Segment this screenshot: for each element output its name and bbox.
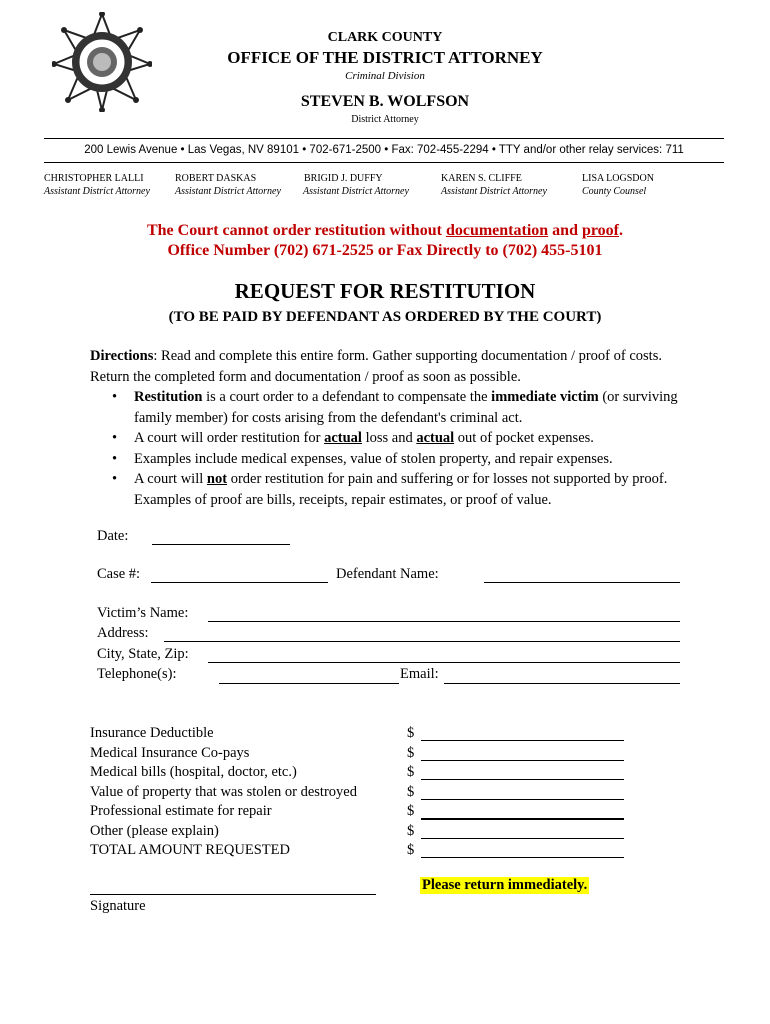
- documentation-warning: [0, 221, 770, 261]
- staff-member: [582, 172, 654, 198]
- staff-name: BRIGID J. DUFFY: [304, 173, 383, 184]
- warning-line-2: Office Number (702) 671-2525 or Fax Directly to (702) 455-5101: [167, 242, 603, 259]
- total-amount-field[interactable]: [421, 857, 624, 858]
- district-attorney-name: STEVEN B. WOLFSON: [300, 93, 470, 110]
- case-number-field[interactable]: [151, 582, 328, 583]
- directions-bullet: • Examples include medical expenses, value of stolen property, and repair expenses.: [134, 449, 700, 470]
- city-state-zip-field[interactable]: [208, 662, 680, 663]
- case-number-label: Case #:: [97, 566, 141, 582]
- staff-name: CHRISTOPHER LALLI: [44, 173, 144, 184]
- other-amount-field[interactable]: [421, 838, 624, 839]
- expense-label: Value of property that was stolen or destroyed: [90, 783, 357, 800]
- address-field[interactable]: [164, 641, 680, 642]
- expense-label: Other (please explain): [90, 822, 219, 839]
- division-name: Criminal Division: [345, 70, 425, 82]
- dollar-sign: $: [407, 842, 415, 858]
- telephone-field[interactable]: [219, 683, 399, 684]
- expense-label: Medical bills (hospital, doctor, etc.): [90, 764, 297, 780]
- property-value-amount-field[interactable]: [421, 799, 624, 800]
- total-amount-label: TOTAL AMOUNT REQUESTED: [90, 842, 290, 858]
- dollar-sign: $: [407, 783, 415, 800]
- expense-label: Insurance Deductible: [90, 725, 214, 741]
- dollar-sign: $: [407, 744, 415, 761]
- staff-title: Assistant District Attorney: [44, 186, 150, 197]
- county-name: CLARK COUNTY: [327, 30, 443, 45]
- telephone-label: Telephone(s):: [97, 666, 177, 682]
- staff-name: LISA LOGSDON: [582, 173, 654, 184]
- header-divider-top: [44, 138, 724, 139]
- staff-title: Assistant District Attorney: [175, 186, 281, 197]
- staff-member: [44, 172, 150, 198]
- city-state-zip-label: City, State, Zip:: [97, 646, 189, 662]
- directions-block: [90, 346, 700, 510]
- directions-bullet: • Restitution is a court order to a defendant to compensate the immediate victim (or surviving family member) for costs arising from the defendant's criminal act.: [134, 387, 700, 428]
- victim-name-label: Victim’s Name:: [97, 605, 189, 621]
- warning-line-1: The Court cannot order restitution without documentation and proof.: [146, 222, 624, 239]
- office-name: OFFICE OF THE DISTRICT ATTORNEY: [227, 48, 543, 67]
- staff-name: KAREN S. CLIFFE: [441, 173, 522, 184]
- signature-label: Signature: [90, 898, 146, 914]
- expense-label: Professional estimate for repair: [90, 803, 272, 819]
- directions-bullet: • A court will order restitution for actual loss and actual out of pocket expenses.: [134, 428, 700, 449]
- defendant-name-field[interactable]: [484, 582, 680, 583]
- office-address: 200 Lewis Avenue • Las Vegas, NV 89101 • 702-671-2500 • Fax: 702-455-2294 • TTY and/or other relay services: 711: [84, 144, 684, 156]
- dollar-sign: $: [407, 803, 415, 819]
- expense-label: Medical Insurance Co-pays: [90, 744, 250, 761]
- staff-member: [303, 172, 409, 198]
- header-divider-bottom: [44, 162, 724, 163]
- medical-bills-amount-field[interactable]: [421, 779, 624, 780]
- insurance-deductible-amount-field[interactable]: [421, 740, 624, 741]
- form-title: REQUEST FOR RESTITUTION: [234, 279, 536, 303]
- staff-title: County Counsel: [582, 186, 647, 197]
- copays-amount-field[interactable]: [421, 760, 624, 761]
- dollar-sign: $: [407, 822, 415, 839]
- staff-title: Assistant District Attorney: [303, 186, 409, 197]
- staff-member: [441, 172, 547, 198]
- victim-name-field[interactable]: [208, 621, 680, 622]
- return-note: Please return immediately.: [422, 877, 588, 893]
- district-attorney-title: District Attorney: [351, 114, 419, 125]
- staff-name: ROBERT DASKAS: [175, 173, 257, 184]
- directions-intro: Directions: Read and complete this entire form. Gather supporting documentation / proof of costs. Return the completed form and documentation / proof as soon as possible.: [90, 348, 662, 385]
- email-field[interactable]: [444, 683, 680, 684]
- address-label: Address:: [97, 625, 149, 641]
- form-subtitle: (TO BE PAID BY DEFENDANT AS ORDERED BY THE COURT): [168, 309, 602, 325]
- defendant-name-label: Defendant Name:: [336, 566, 439, 582]
- signature-field[interactable]: [90, 894, 376, 895]
- dollar-sign: $: [407, 725, 415, 741]
- staff-member: [175, 172, 281, 198]
- repair-estimate-amount-field[interactable]: [421, 818, 624, 820]
- directions-bullet: • A court will not order restitution for pain and suffering or for losses not supported by proof. Examples of proof are bills, receipts, repair estimates, or proof of value.: [134, 469, 700, 510]
- dollar-sign: $: [407, 764, 415, 780]
- staff-title: Assistant District Attorney: [441, 186, 547, 197]
- email-label: Email:: [400, 666, 439, 682]
- date-field[interactable]: [152, 544, 290, 545]
- date-label: Date:: [97, 528, 129, 544]
